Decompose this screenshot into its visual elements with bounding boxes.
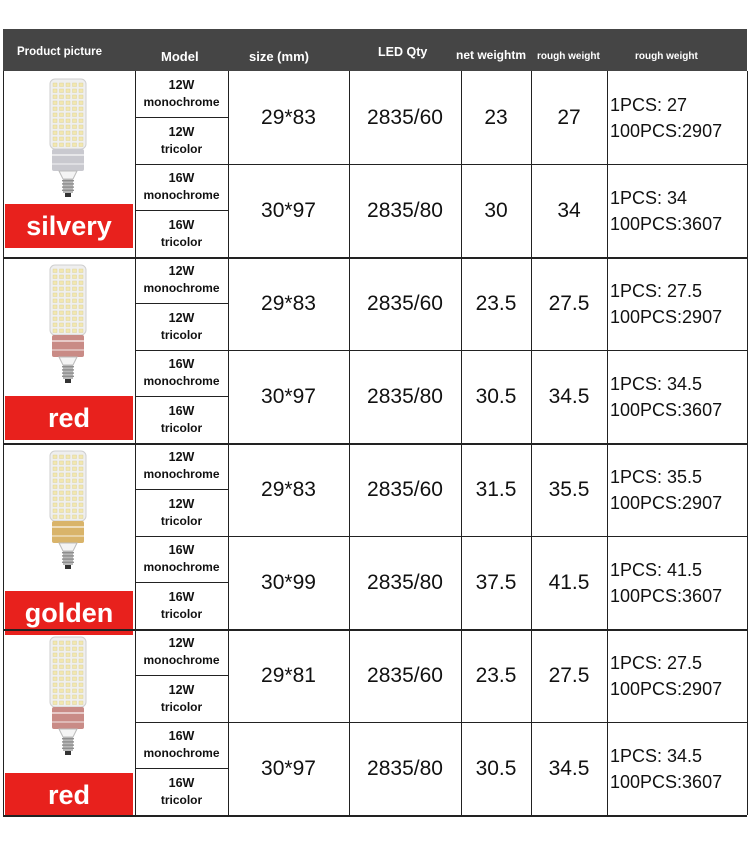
- model-wattage: 16W: [168, 357, 195, 371]
- rough-weight-cell: 34: [557, 198, 581, 222]
- net-weight-cell: 37.5: [475, 570, 517, 594]
- grid-line: [135, 71, 136, 815]
- size-cell: 29*83: [261, 105, 316, 129]
- package-weight-cell: [609, 536, 747, 629]
- led-qty-cell: 2835/60: [367, 105, 443, 129]
- model-type: monochrome: [143, 467, 220, 481]
- model-type: monochrome: [143, 95, 220, 109]
- led-qty-cell: 2835/80: [367, 384, 443, 408]
- header-rough-weight: rough weight: [537, 51, 600, 62]
- grid-line: [3, 815, 747, 817]
- model-wattage: 16W: [168, 403, 195, 418]
- grid-line: [135, 489, 228, 490]
- model-wattage: 12W: [168, 310, 195, 325]
- rough-weight-cell: 41.5: [548, 570, 590, 594]
- model-wattage: 16W: [168, 171, 195, 185]
- grid-line: [461, 71, 462, 815]
- grid-line: [228, 71, 229, 815]
- package-1pcs: 1PCS: 27.5: [610, 652, 703, 673]
- color-label: red: [5, 773, 133, 817]
- model-cell: [135, 490, 228, 536]
- header-rough-weight-2: rough weight: [635, 51, 698, 62]
- grid-line: [747, 71, 748, 815]
- color-label: golden: [5, 591, 133, 635]
- model-cell: [135, 722, 228, 768]
- net-weight-cell: 23: [484, 105, 508, 129]
- corn-bulb-icon: [46, 635, 90, 761]
- model-wattage: 12W: [168, 682, 195, 697]
- size-cell: 29*81: [261, 663, 316, 687]
- led-qty-cell: 2835/80: [367, 198, 443, 222]
- package-1pcs: 1PCS: 41.5: [610, 559, 703, 580]
- grid-line: [607, 71, 608, 815]
- grid-line: [135, 582, 228, 583]
- size-cell: 29*83: [261, 477, 316, 501]
- size-cell: 30*97: [261, 384, 316, 408]
- model-cell: [135, 118, 228, 164]
- model-wattage: 16W: [168, 543, 195, 557]
- package-weight-cell: [609, 350, 747, 443]
- package-100pcs: 100PCS:2907: [610, 120, 723, 141]
- model-cell: [135, 583, 228, 629]
- model-wattage: 12W: [168, 636, 195, 650]
- package-100pcs: 100PCS:2907: [610, 492, 723, 513]
- table-header: [3, 29, 747, 71]
- model-wattage: 16W: [168, 217, 195, 232]
- corn-bulb-icon: [46, 449, 90, 575]
- net-weight-cell: 30.5: [475, 384, 517, 408]
- header-net-weight: net weightm: [456, 48, 527, 62]
- package-100pcs: 100PCS:3607: [610, 399, 723, 420]
- grid-line: [135, 117, 228, 118]
- header-product-picture: Product picture: [17, 46, 102, 58]
- package-1pcs: 1PCS: 35.5: [610, 466, 703, 487]
- package-weight-cell: [609, 71, 747, 164]
- model-type: tricolor: [160, 699, 203, 714]
- package-weight-cell: [609, 722, 747, 815]
- rough-weight-cell: 27.5: [548, 663, 590, 687]
- corn-bulb-icon: [46, 77, 90, 203]
- header-model: Model: [161, 49, 199, 64]
- package-weight-cell: [609, 257, 747, 350]
- package-1pcs: 1PCS: 34: [610, 187, 688, 208]
- model-wattage: 12W: [168, 124, 195, 139]
- model-cell: [135, 397, 228, 443]
- package-1pcs: 1PCS: 34.5: [610, 373, 703, 394]
- size-cell: 30*97: [261, 198, 316, 222]
- rough-weight-cell: 27: [557, 105, 581, 129]
- net-weight-cell: 23.5: [475, 291, 517, 315]
- model-type: monochrome: [143, 746, 220, 760]
- package-100pcs: 100PCS:3607: [610, 585, 723, 606]
- model-wattage: 12W: [168, 264, 195, 278]
- model-wattage: 12W: [168, 78, 195, 92]
- package-100pcs: 100PCS:2907: [610, 306, 723, 327]
- grid-line: [135, 396, 228, 397]
- model-type: tricolor: [160, 792, 203, 807]
- model-type: monochrome: [143, 653, 220, 667]
- model-type: monochrome: [143, 374, 220, 388]
- model-type: tricolor: [160, 606, 203, 621]
- package-100pcs: 100PCS:3607: [610, 771, 723, 792]
- corn-bulb-icon: [46, 263, 90, 389]
- model-wattage: 16W: [168, 589, 195, 604]
- model-type: tricolor: [160, 513, 203, 528]
- size-cell: 29*83: [261, 291, 316, 315]
- rough-weight-cell: 34.5: [548, 756, 590, 780]
- rough-weight-cell: 35.5: [548, 477, 590, 501]
- net-weight-cell: 31.5: [475, 477, 517, 501]
- package-1pcs: 1PCS: 27: [610, 94, 688, 115]
- led-qty-cell: 2835/80: [367, 570, 443, 594]
- rough-weight-cell: 27.5: [548, 291, 590, 315]
- grid-line: [135, 768, 228, 769]
- model-type: monochrome: [143, 560, 220, 574]
- grid-line: [135, 210, 228, 211]
- model-cell: [135, 676, 228, 722]
- model-wattage: 12W: [168, 450, 195, 464]
- model-cell: [135, 629, 228, 675]
- model-type: tricolor: [160, 327, 203, 342]
- package-weight-cell: [609, 164, 747, 257]
- led-qty-cell: 2835/60: [367, 477, 443, 501]
- model-cell: [135, 443, 228, 489]
- model-type: tricolor: [160, 420, 203, 435]
- color-label: red: [5, 396, 133, 440]
- model-type: tricolor: [160, 234, 203, 249]
- model-type: tricolor: [160, 141, 203, 156]
- rough-weight-cell: 34.5: [548, 384, 590, 408]
- model-cell: [135, 257, 228, 303]
- color-label: silvery: [5, 204, 133, 248]
- grid-line: [531, 71, 532, 815]
- header-led-qty: LED Qty: [378, 45, 428, 59]
- net-weight-cell: 30.5: [475, 756, 517, 780]
- led-qty-cell: 2835/60: [367, 663, 443, 687]
- grid-line: [349, 71, 350, 815]
- net-weight-cell: 23.5: [475, 663, 517, 687]
- led-qty-cell: 2835/80: [367, 756, 443, 780]
- model-wattage: 16W: [168, 729, 195, 743]
- package-100pcs: 100PCS:2907: [610, 678, 723, 699]
- led-qty-cell: 2835/60: [367, 291, 443, 315]
- model-cell: [135, 769, 228, 815]
- model-cell: [135, 350, 228, 396]
- package-weight-cell: [609, 443, 747, 536]
- package-100pcs: 100PCS:3607: [610, 213, 723, 234]
- size-cell: 30*97: [261, 756, 316, 780]
- grid-line: [135, 303, 228, 304]
- net-weight-cell: 30: [484, 198, 508, 222]
- model-cell: [135, 304, 228, 350]
- package-weight-cell: [609, 629, 747, 722]
- grid-line: [135, 675, 228, 676]
- header-size: size (mm): [249, 49, 309, 64]
- model-cell: [135, 164, 228, 210]
- grid-line: [3, 71, 4, 815]
- model-type: monochrome: [143, 281, 220, 295]
- model-wattage: 12W: [168, 496, 195, 511]
- package-1pcs: 1PCS: 34.5: [610, 745, 703, 766]
- size-cell: 30*99: [261, 570, 316, 594]
- model-wattage: 16W: [168, 775, 195, 790]
- model-cell: [135, 211, 228, 257]
- model-cell: [135, 71, 228, 117]
- model-cell: [135, 536, 228, 582]
- model-type: monochrome: [143, 188, 220, 202]
- package-1pcs: 1PCS: 27.5: [610, 280, 703, 301]
